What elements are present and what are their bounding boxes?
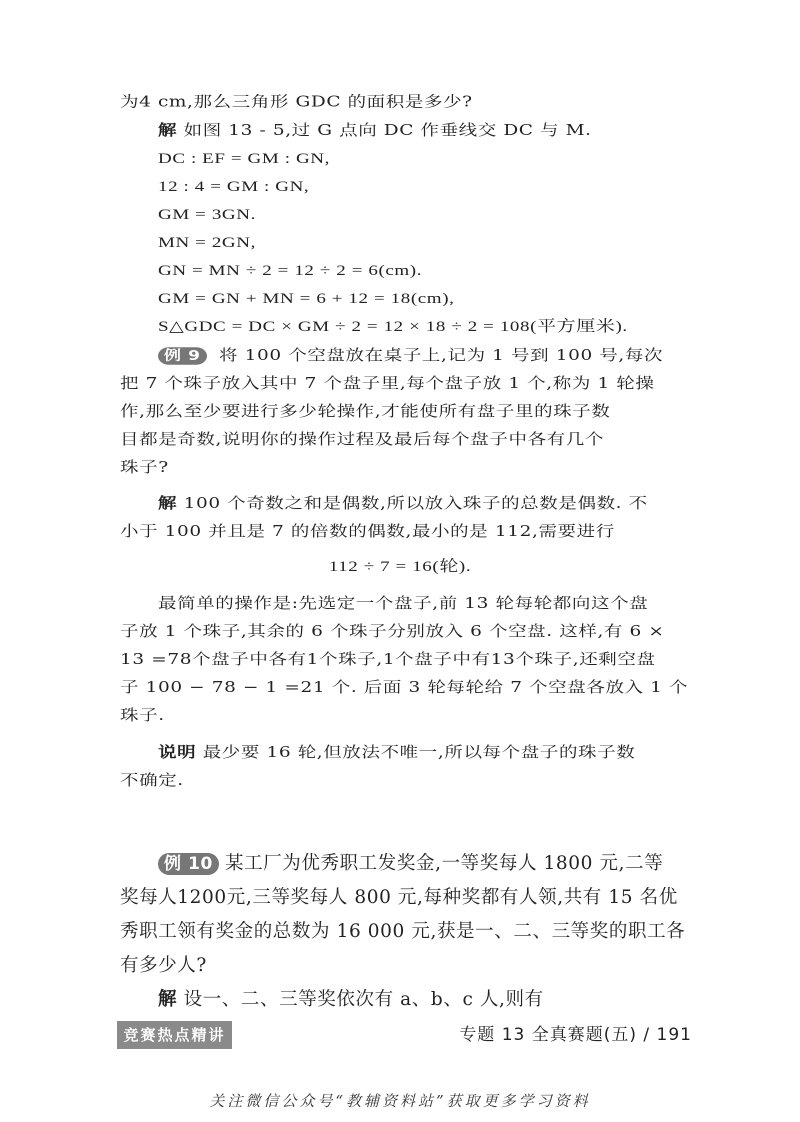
- text-line: 子放 1 个珠子,其余的 6 个珠子分别放入 6 个空盘. 这样,有 6 ×: [120, 623, 665, 640]
- equation-line: GM = GN + MN = 6 + 12 = 18(cm),: [158, 290, 455, 308]
- equation-line: GM = 3GN.: [158, 206, 256, 224]
- example-9-line: [158, 346, 728, 365]
- solution-text: 100 个奇数之和是偶数,所以放入珠子的总数是偶数. 不: [183, 495, 648, 512]
- example-9-text: 将 100 个空盘放在桌子上,记为 1 号到 100 号,每次: [219, 347, 664, 364]
- text-line: 小于 100 并且是 7 的倍数的偶数,最小的是 112,需要进行: [120, 523, 615, 540]
- text-line: 珠子?: [120, 459, 169, 476]
- solution-text: 设一、二、三等奖依次有 a、b、c 人,则有: [177, 989, 544, 1010]
- solution-label: 解: [158, 122, 178, 140]
- note-text: 最少要 16 轮,但放法不唯一,所以每个盘子的珠子数: [202, 744, 636, 761]
- solution-line: [158, 988, 728, 1012]
- equation-line: S△GDC = DC × GM ÷ 2 = 12 × 18 ÷ 2 = 108(平方厘米).: [158, 318, 628, 336]
- text-line: 作,那么至少要进行多少轮操作,才能使所有盘子里的珠子数: [120, 403, 611, 420]
- text-line: 为4 cm,那么三角形 GDC 的面积是多少?: [120, 93, 473, 111]
- centered-equation: 112 ÷ 7 = 16(轮).: [328, 558, 472, 576]
- page-header-footer: 专题 13 全真赛题(五) / 191: [459, 1025, 692, 1045]
- text-line: 13 =78个盘子中各有1个珠子,1个盘子中有13个珠子,还剩空盘: [120, 651, 656, 668]
- text-line: 把 7 个珠子放入其中 7 个盘子里,每个盘子放 1 个,称为 1 轮操: [120, 375, 655, 392]
- watermark-text: 关注微信公众号“教辅资料站”获取更多学习资料: [209, 1092, 591, 1110]
- example-9-badge: 例 9: [158, 347, 207, 365]
- solution-label: 解: [158, 989, 178, 1010]
- example-10-text: 某工厂为优秀职工发奖金,一等奖每人 1800 元,二等: [224, 853, 664, 874]
- solution-label: 解: [158, 495, 178, 512]
- text-line: 珠子.: [120, 707, 165, 724]
- text-line: 秀职工领有奖金的总数为 16 000 元,获是一、二、三等奖的职工各: [120, 921, 686, 942]
- equation-line: 12 : 4 = GM : GN,: [158, 178, 310, 196]
- text-line: 奖每人1200元,三等奖每人 800 元,每种奖都有人领,共有 15 名优: [120, 887, 678, 908]
- example-10-line: [158, 852, 728, 876]
- text-line: 目都是奇数,说明你的操作过程及最后每个盘子中各有几个: [120, 431, 604, 448]
- section-label: 竞赛热点精讲: [117, 1021, 232, 1049]
- equation-line: DC : EF = GM : GN,: [158, 150, 330, 168]
- text-line: 有多少人?: [120, 955, 207, 976]
- note-line: [158, 743, 728, 762]
- solution-text: 如图 13 - 5,过 G 点向 DC 作垂线交 DC 与 M.: [183, 122, 592, 140]
- note-label: 说明: [158, 744, 197, 761]
- text-line: 最简单的操作是:先选定一个盘子,前 13 轮每轮都向这个盘: [158, 595, 649, 612]
- text-line: 不确定.: [120, 772, 184, 789]
- example-10-badge: 例 10: [158, 853, 219, 875]
- solution-line: [158, 494, 728, 513]
- solution-line: [158, 122, 728, 141]
- text-line: 子 100 − 78 − 1 =21 个. 后面 3 轮每轮给 7 个空盘各放入 1 个: [120, 679, 689, 696]
- equation-line: MN = 2GN,: [158, 234, 256, 252]
- equation-line: GN = MN ÷ 2 = 12 ÷ 2 = 6(cm).: [158, 262, 423, 280]
